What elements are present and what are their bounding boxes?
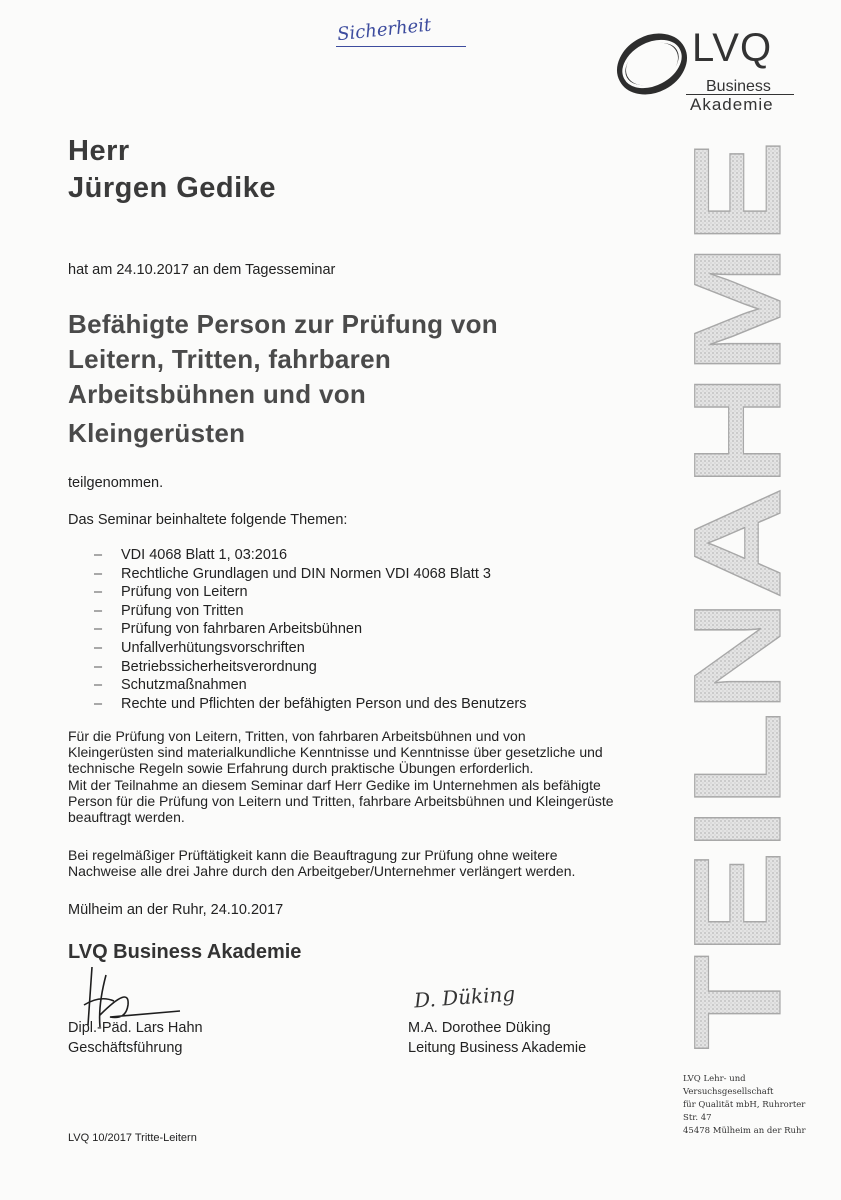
recipient-salutation: Herr xyxy=(68,135,130,167)
seminar-title-line: Arbeitsbühnen und von xyxy=(68,379,367,409)
paragraph-line: technische Regeln sowie Erfahrung durch praktische Übungen erforderlich. xyxy=(68,760,534,777)
list-item: – Rechte und Pflichten der befähigten Person und des Benutzers xyxy=(94,695,527,712)
handwritten-underline xyxy=(336,46,466,47)
paragraph-line: Nachweise alle drei Jahre durch den Arbeitgeber/Unternehmer verlängert werden. xyxy=(68,863,576,880)
signatory-1-name: Dipl.-Päd. Lars Hahn xyxy=(68,1020,203,1036)
list-item: – VDI 4068 Blatt 1, 03:2016 xyxy=(94,547,288,563)
signature-dueking: D. Düking xyxy=(413,981,516,1013)
address-line: 45478 Mülheim an der Ruhr xyxy=(683,1126,806,1136)
seminar-title-line: Leitern, Tritten, fahrbaren xyxy=(68,344,392,374)
seminar-title-line: Befähigte Person zur Prüfung von xyxy=(68,309,498,339)
logo-akademie: Akademie xyxy=(690,95,774,114)
paragraph-line: beauftragt werden. xyxy=(68,809,185,826)
logo-swoosh-icon xyxy=(612,28,692,98)
list-item: – Rechtliche Grundlagen und DIN Normen VDI 4068 Blatt 3 xyxy=(94,565,491,582)
vertical-teilnahme-text: TEILNAHME xyxy=(669,326,807,1050)
intro-text: hat am 24.10.2017 an dem Tagesseminar xyxy=(68,262,336,278)
topics-list xyxy=(94,546,526,713)
list-item: – Prüfung von Tritten xyxy=(94,602,244,619)
topics-heading: Das Seminar beinhaltete folgende Themen: xyxy=(68,512,348,528)
list-item: – Prüfung von Leitern xyxy=(94,584,248,601)
logo-business: Business xyxy=(706,78,771,95)
signatory-1-role: Geschäftsführung xyxy=(68,1040,183,1056)
signatory-1 xyxy=(68,1018,203,1058)
paragraph-line: Mit der Teilnahme an diesem Seminar darf Herr Gedike im Unternehmen als befähigte xyxy=(68,776,601,793)
paragraph-renewal xyxy=(68,847,628,879)
handwritten-note: Sicherheit xyxy=(336,14,433,46)
paragraph-line: Person für die Prüfung von Leitern und Tritten, fahrbare Arbeitsbühnen und Kleingerüste xyxy=(68,792,614,809)
paragraph-line: Kleingerüsten sind materialkundliche Kenntnisse und Kenntnisse über gesetzliche und xyxy=(68,744,603,761)
document-code: LVQ 10/2017 Tritte-Leitern xyxy=(68,1132,197,1144)
list-item: – Schutzmaßnahmen xyxy=(94,677,247,694)
paragraph-line: Bei regelmäßiger Prüftätigkeit kann die Beauftragung zur Prüfung ohne weitere xyxy=(68,847,558,863)
signatory-2 xyxy=(408,1018,586,1058)
place-date: Mülheim an der Ruhr, 24.10.2017 xyxy=(68,902,284,918)
company-address xyxy=(683,1073,823,1138)
address-line: LVQ Lehr- und Versuchsgesellschaft xyxy=(683,1074,774,1097)
list-item: – Betriebssicherheitsverordnung xyxy=(94,658,317,675)
paragraph-line: Für die Prüfung von Leitern, Tritten, von fahrbaren Arbeitsbühnen und von xyxy=(68,728,526,744)
signatory-2-role: Leitung Business Akademie xyxy=(408,1040,587,1056)
list-item: – Unfallverhütungsvorschriften xyxy=(94,639,305,656)
logo-text: LVQ xyxy=(692,26,773,70)
signatory-2-name: M.A. Dorothee Düking xyxy=(408,1020,551,1036)
vertical-teilnahme xyxy=(669,130,807,1060)
lvq-logo xyxy=(612,22,797,122)
paragraph-requirements xyxy=(68,728,628,825)
address-line: für Qualität mbH, Ruhrorter Str. 47 xyxy=(683,1100,806,1123)
seminar-title-line: Kleingerüsten xyxy=(68,418,246,448)
organization-name: LVQ Business Akademie xyxy=(68,941,302,963)
participated-text: teilgenommen. xyxy=(68,475,164,491)
recipient-name: Jürgen Gedike xyxy=(68,172,276,204)
list-item: – Prüfung von fahrbaren Arbeitsbühnen xyxy=(94,621,363,638)
